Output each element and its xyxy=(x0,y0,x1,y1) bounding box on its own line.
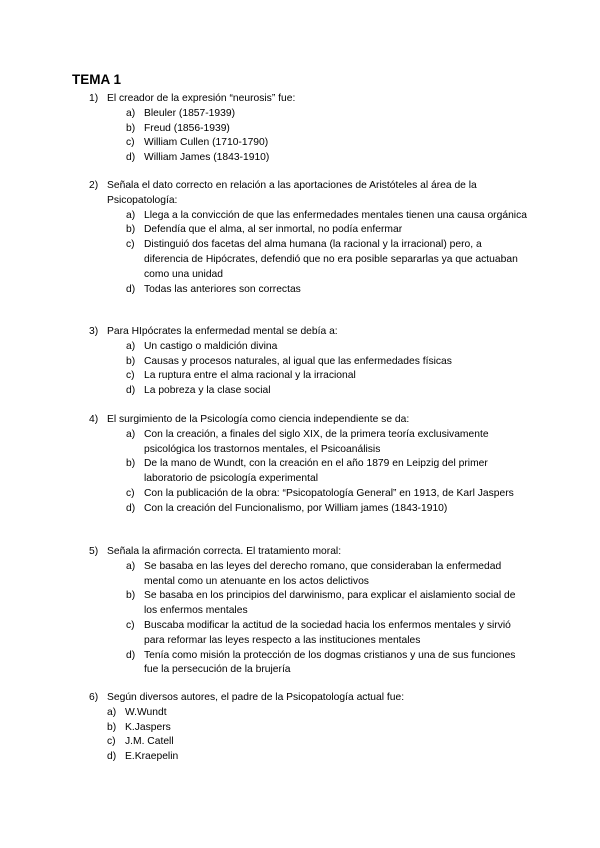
option-label: c) xyxy=(126,137,135,149)
option-label: c) xyxy=(107,736,116,748)
option-text: Se basaba en los principios del darwinismo, para explicar el aislamiento social de los enfermos mentales xyxy=(144,590,516,617)
option-label: d) xyxy=(126,152,136,164)
option-text: Causas y procesos naturales, al igual que las enfermedades físicas xyxy=(144,355,452,367)
question-number: 5) xyxy=(89,546,99,557)
question-number: 3) xyxy=(89,326,99,337)
answer-option xyxy=(0,283,600,298)
answer-option xyxy=(0,502,600,517)
option-text: Distinguió dos facetas del alma humana (la racional y la irracional) pero, a diferencia de Hipócrates, defendió que no era posible separarlas ya que actuaban como una unidad xyxy=(144,239,518,280)
answer-option xyxy=(0,560,600,590)
option-label: a) xyxy=(126,428,136,440)
answer-option xyxy=(0,340,600,355)
option-text: La pobreza y la clase social xyxy=(144,385,271,397)
option-label: b) xyxy=(126,590,136,602)
question-3 xyxy=(0,325,600,399)
option-label: a) xyxy=(126,107,136,119)
option-label: b) xyxy=(107,721,117,733)
answer-option xyxy=(0,750,600,765)
option-text: Freud (1856-1939) xyxy=(144,122,230,134)
option-label: c) xyxy=(126,370,135,382)
answer-option xyxy=(0,487,600,502)
option-label: a) xyxy=(126,340,136,352)
option-text: Se basaba en las leyes del derecho romano, que consideraban la enfermedad mental como un atenuante en los actos delictivos xyxy=(144,560,502,587)
option-text: Con la publicación de la obra: “Psicopatología General” en 1913, de Karl Jaspers xyxy=(144,487,514,499)
option-label: d) xyxy=(107,751,117,763)
question-text: Señala la afirmación correcta. El tratamiento moral: xyxy=(107,546,342,557)
answer-option xyxy=(0,706,600,721)
answer-option xyxy=(0,223,600,238)
option-text: Todas las anteriores son correctas xyxy=(144,283,301,295)
page-title: TEMA 1 xyxy=(72,72,122,87)
answer-option xyxy=(0,238,600,282)
question-number: 1) xyxy=(89,93,99,104)
answer-option xyxy=(0,369,600,384)
answer-option xyxy=(0,721,600,736)
question-5 xyxy=(0,545,600,678)
answer-option xyxy=(0,428,600,458)
option-text: De la mano de Wundt, con la creación en el año 1879 en Leipzig del primer laboratorio de psicología experimental xyxy=(144,458,488,485)
option-label: c) xyxy=(126,239,135,251)
question-number: 2) xyxy=(89,180,99,191)
answer-option xyxy=(0,107,600,122)
option-label: d) xyxy=(126,283,136,295)
question-number: 4) xyxy=(89,414,99,425)
option-text: Llega a la convicción de que las enfermedades mentales tienen una causa orgánica xyxy=(144,209,527,221)
question-number: 6) xyxy=(89,692,99,703)
question-4 xyxy=(0,413,600,517)
question-text: Según diversos autores, el padre de la Psicopatología actual fue: xyxy=(107,692,405,703)
answer-option xyxy=(0,355,600,370)
option-text: Bleuler (1857-1939) xyxy=(144,107,236,119)
answer-option xyxy=(0,735,600,750)
option-label: a) xyxy=(126,560,136,572)
option-text: Un castigo o maldición divina xyxy=(144,340,278,352)
question-text: Señala el dato correcto en relación a las aportaciones de Aristóteles al área de la Psicopatología: xyxy=(107,180,477,206)
option-label: b) xyxy=(126,224,136,236)
question-text: El surgimiento de la Psicología como ciencia independiente se da: xyxy=(107,414,410,425)
question-2 xyxy=(0,179,600,297)
option-label: a) xyxy=(126,209,136,221)
answer-option xyxy=(0,619,600,649)
option-text: Tenía como misión la protección de los dogmas cristianos y una de sus funciones fue la persecución de la brujería xyxy=(144,649,516,676)
option-label: c) xyxy=(126,619,135,631)
option-text: Con la creación, a finales del siglo XIX, de la primera teoría exclusivamente psicológica los trastornos mentales, el Psicoanálisis xyxy=(144,428,489,455)
option-label: b) xyxy=(126,458,136,470)
option-label: d) xyxy=(126,649,136,661)
answer-option xyxy=(0,151,600,166)
option-text: Con la creación del Funcionalismo, por William james (1843-1910) xyxy=(144,502,448,514)
option-text: Defendía que el alma, al ser inmortal, no podía enfermar xyxy=(144,224,403,236)
option-text: Buscaba modificar la actitud de la sociedad hacia los enfermos mentales y sirvió para reformar las leyes respecto a las instituciones mentales xyxy=(144,619,511,646)
option-label: d) xyxy=(126,502,136,514)
answer-option xyxy=(0,457,600,487)
option-label: b) xyxy=(126,355,136,367)
option-text: W.Wundt xyxy=(125,706,167,718)
option-label: d) xyxy=(126,385,136,397)
answer-option xyxy=(0,122,600,137)
option-text: William Cullen (1710-1790) xyxy=(144,137,269,149)
answer-option xyxy=(0,136,600,151)
question-text: Para HIpócrates la enfermedad mental se debía a: xyxy=(107,326,338,337)
option-text: K.Jaspers xyxy=(125,721,171,733)
option-text: William James (1843-1910) xyxy=(144,152,270,164)
answer-option xyxy=(0,589,600,619)
answer-option xyxy=(0,649,600,679)
option-label: b) xyxy=(126,122,136,134)
question-6 xyxy=(0,691,600,765)
option-text: E.Kraepelin xyxy=(125,751,179,763)
answer-option xyxy=(0,209,600,224)
question-text: El creador de la expresión “neurosis” fue: xyxy=(107,93,296,104)
option-label: c) xyxy=(126,487,135,499)
option-label: a) xyxy=(107,706,117,718)
option-text: J.M. Catell xyxy=(125,736,174,748)
option-text: La ruptura entre el alma racional y la irracional xyxy=(144,370,356,382)
question-1 xyxy=(0,92,600,166)
answer-option xyxy=(0,384,600,399)
